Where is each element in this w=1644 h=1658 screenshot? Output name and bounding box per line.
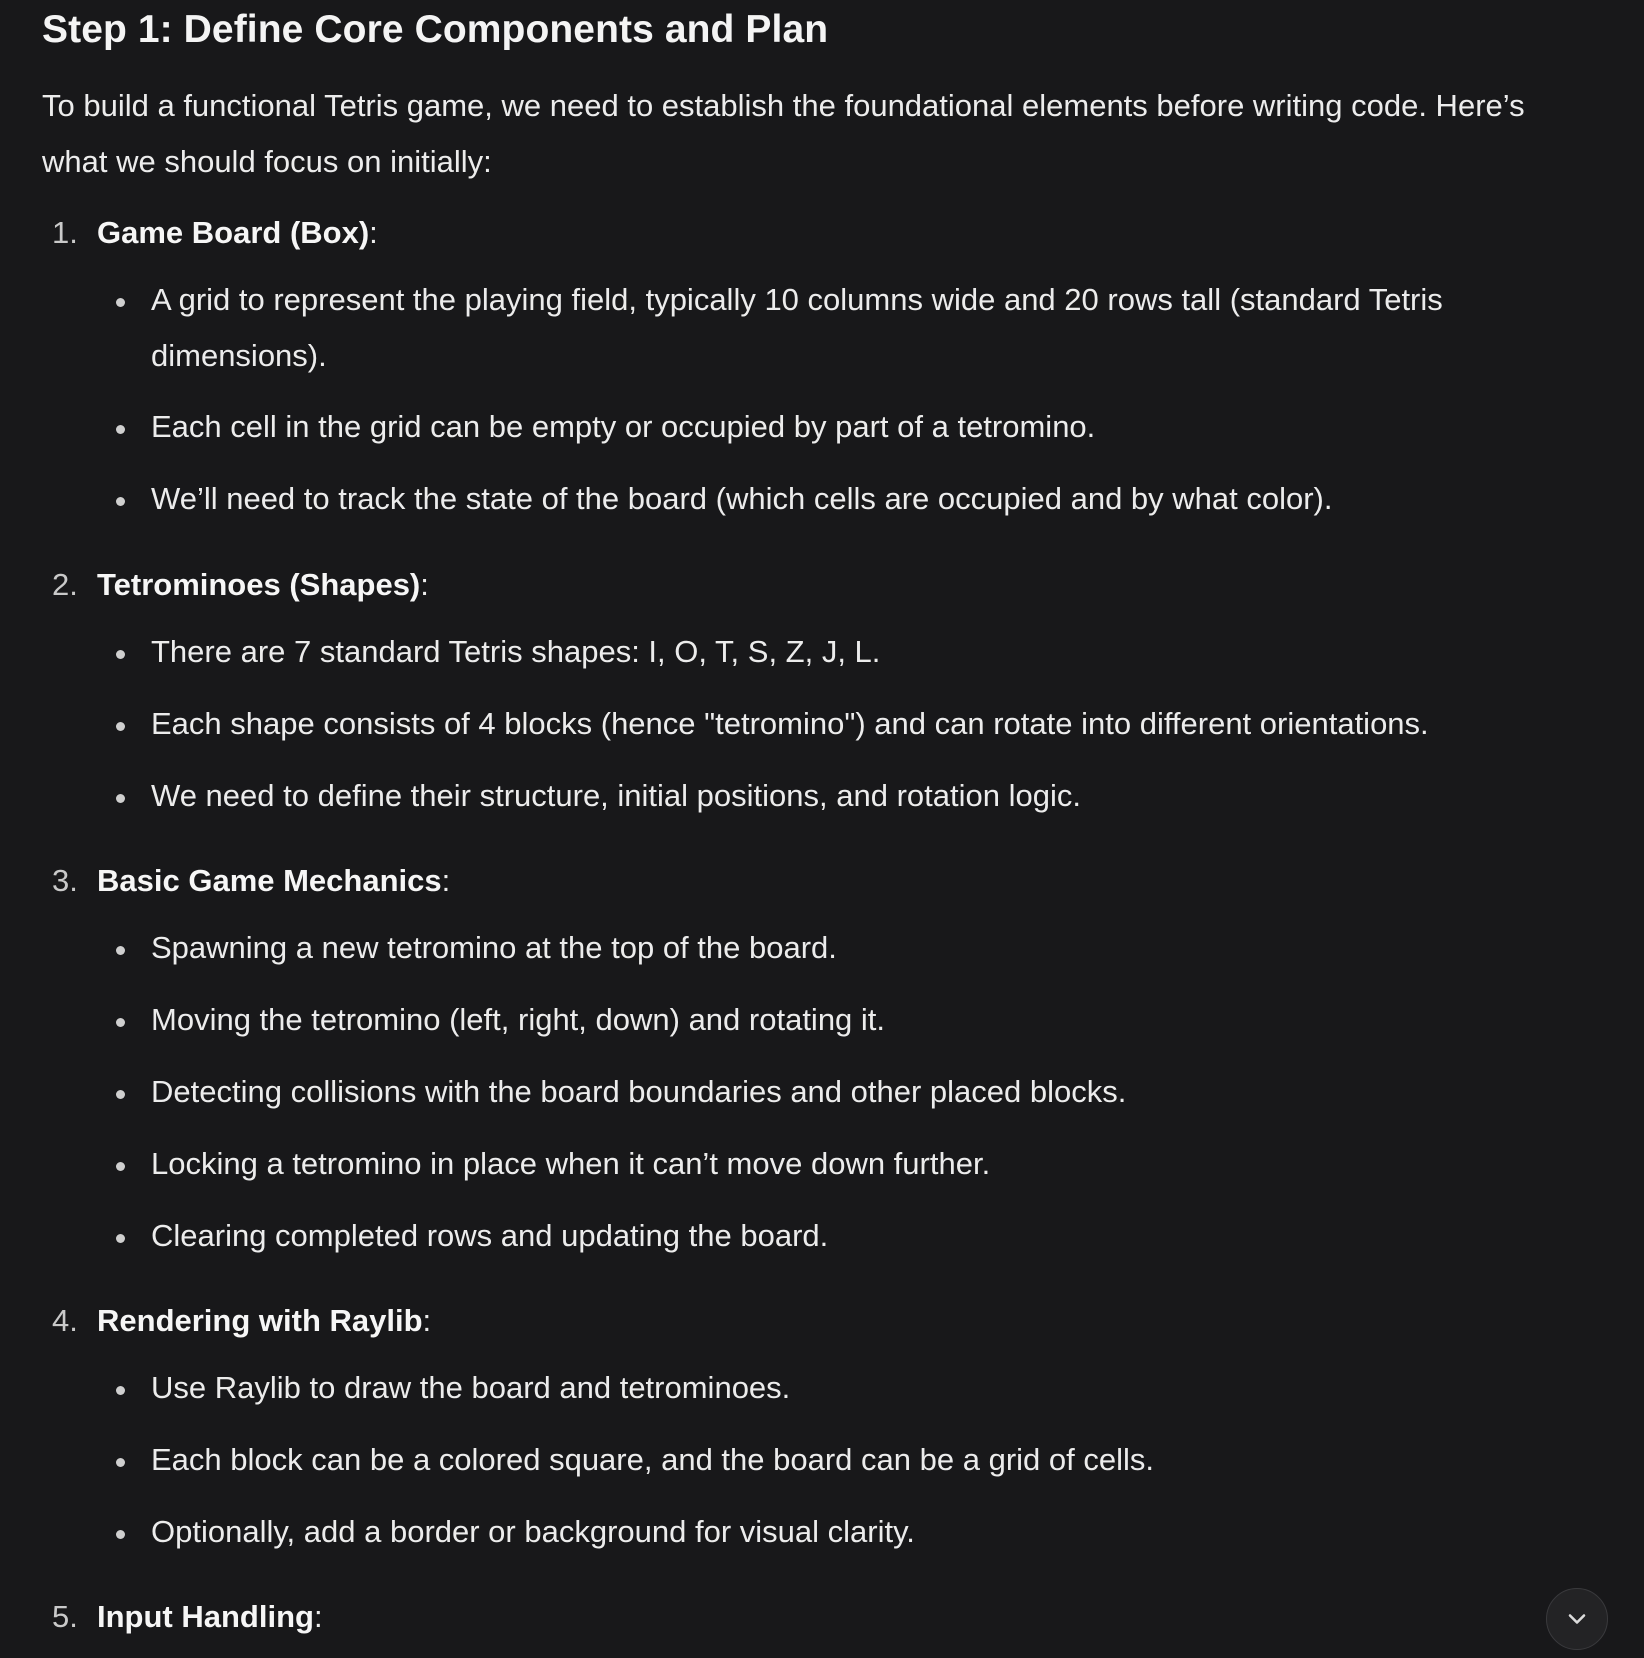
section-label: Input Handling:	[97, 1599, 323, 1634]
section-label: Rendering with Raylib:	[97, 1303, 432, 1338]
bullet-icon	[116, 1162, 125, 1171]
scroll-to-bottom-button[interactable]	[1546, 1588, 1608, 1650]
section-label: Tetrominoes (Shapes):	[97, 567, 429, 602]
section-game-board: 1. Game Board (Box): A grid to represent the playing field, typically 10 columns wide and 20 rows tall (standard Tetris dimensions). Each cell in the grid can be empty or occupied by part of a tetromino. We’ll need to track the state of the board (which cells are occupied and by what color).	[42, 208, 1602, 258]
bullet-icon	[116, 1386, 125, 1395]
bullet-icon	[116, 1018, 125, 1027]
bullet-icon	[116, 794, 125, 803]
section-number: 2.	[52, 567, 78, 602]
section-heading	[42, 1296, 1602, 1346]
bullet-icon	[116, 1234, 125, 1243]
section-number: 3.	[52, 863, 78, 898]
section-input-handling	[42, 1592, 1602, 1642]
chevron-down-icon	[1563, 1605, 1591, 1633]
section-number: 5.	[52, 1599, 78, 1634]
bullet-icon	[116, 497, 125, 506]
section-game-mechanics: 3. Basic Game Mechanics: Spawning a new tetromino at the top of the board. Moving the tetromino (left, right, down) and rotating it. Detecting collisions with the board boundaries and other placed blocks. Locking a tetromino in place when it can’t move down further. Clearing completed rows and updating the board.	[42, 856, 1602, 906]
section-heading	[42, 208, 1602, 258]
intro-paragraph: To build a functional Tetris game, we need to establish the foundational elements before writing code. Here’s what we should focus on initially:	[42, 88, 1525, 179]
section-number: 1.	[52, 215, 78, 250]
bullet-icon	[116, 298, 125, 307]
section-heading	[42, 560, 1602, 610]
bullet-icon	[116, 650, 125, 659]
section-label: Game Board (Box):	[97, 215, 378, 250]
section-rendering: 4. Rendering with Raylib: Use Raylib to draw the board and tetrominoes. Each block can be a colored square, and the board can be a grid of cells. Optionally, add a border or background for visual clarity.	[42, 1296, 1602, 1346]
section-number: 4.	[52, 1303, 78, 1338]
section-heading	[42, 856, 1602, 906]
bullet-icon	[116, 722, 125, 731]
bullet-icon	[116, 1530, 125, 1539]
section-label: Basic Game Mechanics:	[97, 863, 451, 898]
bullet-icon	[116, 946, 125, 955]
bullet-icon	[116, 1090, 125, 1099]
section-tetrominoes: 2. Tetrominoes (Shapes): There are 7 standard Tetris shapes: I, O, T, S, Z, J, L. Each shape consists of 4 blocks (hence "tetromino") and can rotate into different orientations. We need to define their structure, initial positions, and rotation logic.	[42, 560, 1602, 610]
step-heading: Step 1: Define Core Components and Plan	[42, 8, 829, 51]
section-heading	[42, 1592, 1602, 1642]
bullet-icon	[116, 1458, 125, 1467]
bullet-icon	[116, 425, 125, 434]
